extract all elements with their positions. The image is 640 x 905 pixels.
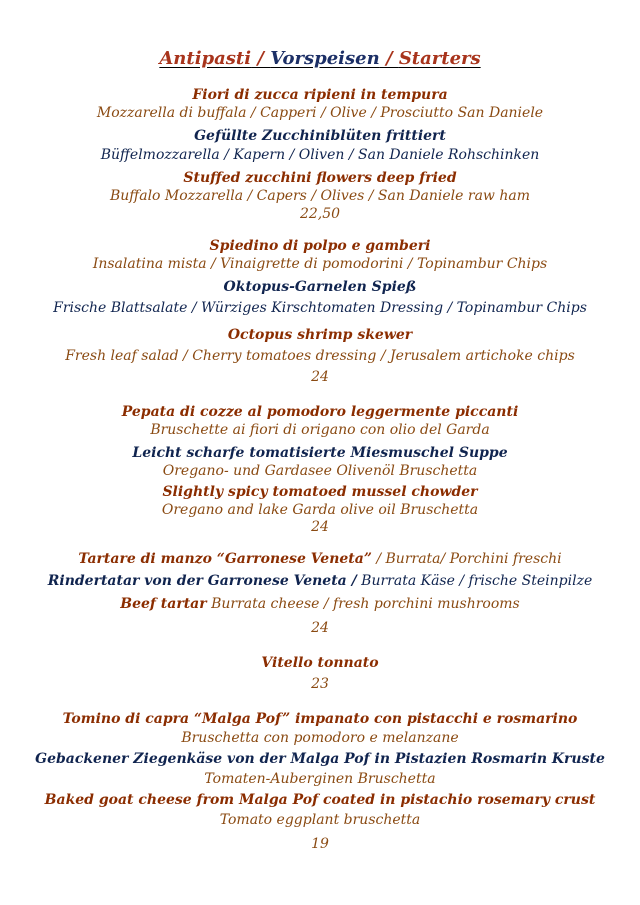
dish-2-price: 24	[311, 369, 329, 385]
dish-2-italian-name: Spiedino di polpo e gamberi	[209, 238, 431, 254]
dish-2-english-name: Octopus shrimp skewer	[227, 327, 413, 343]
title-italian: Antipasti	[159, 48, 252, 69]
dish-6-english-name: Baked goat cheese from Malga Pof coated in pistachio rosemary crust	[44, 792, 596, 808]
title-separator: /	[251, 48, 271, 69]
dish-1-german-desc: Büffelmozzarella / Kapern / Oliven / San Daniele Rohschinken	[100, 147, 540, 163]
dish-4-english-line	[0, 595, 640, 613]
title-english: Starters	[398, 48, 481, 69]
page-title	[0, 48, 640, 70]
dish-4-english-name: Beef tartar	[120, 596, 207, 612]
dish-1-italian-desc: Mozzarella di buffala / Capperi / Olive / Prosciutto San Daniele	[96, 105, 544, 121]
title-german: Vorspeisen	[270, 48, 380, 69]
dish-6-price: 19	[311, 836, 329, 852]
dish-3-german-desc: Oregano- und Gardasee Olivenöl Bruschetta	[162, 463, 478, 479]
dish-4-german-line	[0, 572, 640, 590]
dish-4-english-desc: Burrata cheese / fresh porchini mushrooms	[206, 596, 520, 612]
dish-5-price: 23	[311, 676, 329, 692]
dish-3-italian-desc: Bruschette ai fiori di origano con olio del Garda	[150, 422, 490, 438]
dish-3-italian-name: Pepata di cozze al pomodoro leggermente piccanti	[121, 404, 519, 420]
dish-6-italian-desc: Bruschetta con pomodoro e melanzane	[181, 730, 459, 746]
dish-1-english-name: Stuffed zucchini flowers deep fried	[183, 170, 457, 186]
dish-4-german-desc: Burrata Käse / frische Steinpilze	[356, 573, 593, 589]
dish-4-price: 24	[311, 620, 329, 636]
dish-5-italian-name: Vitello tonnato	[261, 655, 379, 671]
dish-3-english-desc: Oregano and lake Garda olive oil Bruschetta	[161, 502, 479, 518]
dish-4-italian-desc: / Burrata/ Porchini freschi	[371, 551, 562, 567]
dish-3-price: 24	[311, 519, 329, 535]
dish-4-italian-line	[0, 550, 640, 568]
dish-2-german-desc: Frische Blattsalate / Würziges Kirschtomaten Dressing / Topinambur Chips	[53, 300, 587, 316]
dish-6-german-desc: Tomaten-Auberginen Bruschetta	[204, 771, 436, 787]
dish-3-english-name: Slightly spicy tomatoed mussel chowder	[162, 484, 478, 500]
dish-1-price: 22,50	[299, 206, 341, 222]
dish-2-german-name: Oktopus-Garnelen Spieß	[223, 279, 417, 295]
dish-6-english-desc: Tomato eggplant bruschetta	[219, 812, 421, 828]
dish-6-italian-name: Tomino di capra “Malga Pof” impanato con pistacchi e rosmarino	[62, 711, 578, 727]
dish-4-italian-name: Tartare di manzo “Garronese Veneta”	[78, 551, 372, 567]
dish-2-english-desc: Fresh leaf salad / Cherry tomatoes dressing / Jerusalem artichoke chips	[65, 348, 575, 364]
dish-1-german-name: Gefüllte Zucchiniblüten frittiert	[194, 128, 446, 144]
dish-3-german-name: Leicht scharfe tomatisierte Miesmuschel Suppe	[132, 445, 508, 461]
dish-4-german-name: Rindertatar von der Garronese Veneta /	[47, 573, 357, 589]
dish-1-english-desc: Buffalo Mozzarella / Capers / Olives / San Daniele raw ham	[110, 188, 530, 204]
dish-1-italian-name: Fiori di zucca ripieni in tempura	[192, 87, 448, 103]
dish-6-german-name: Gebackener Ziegenkäse von der Malga Pof in Pistazien Rosmarin Kruste	[35, 751, 605, 767]
title-separator-2: /	[379, 48, 399, 69]
dish-2-italian-desc: Insalatina mista / Vinaigrette di pomodorini / Topinambur Chips	[92, 256, 548, 272]
